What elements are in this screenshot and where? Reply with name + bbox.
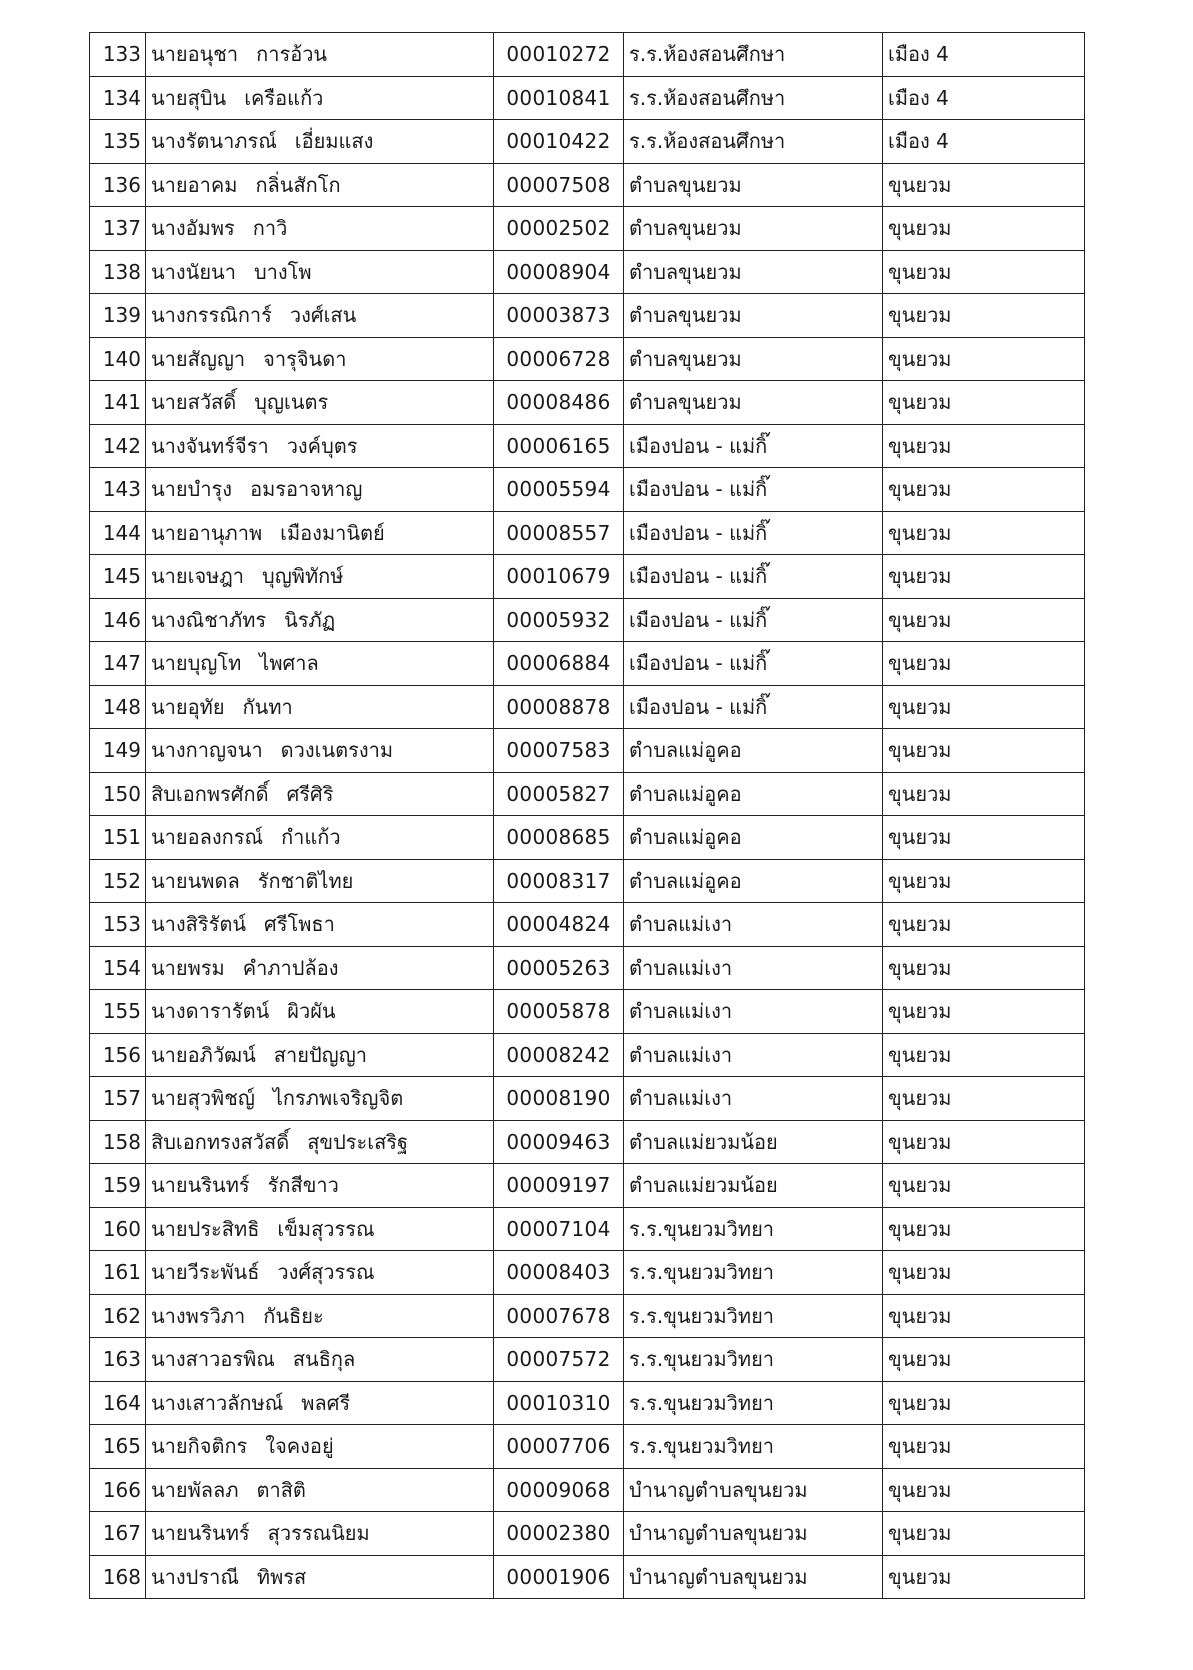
member-district: ขุนยวม (883, 381, 1085, 425)
member-id: 00007678 (494, 1294, 624, 1338)
member-name (146, 1294, 494, 1338)
row-number: 150 (90, 772, 146, 816)
member-name (146, 816, 494, 860)
member-id: 00010310 (494, 1381, 624, 1425)
member-name (146, 772, 494, 816)
member-id: 00009068 (494, 1468, 624, 1512)
member-district: ขุนยวม (883, 1294, 1085, 1338)
member-unit: เมืองปอน - แม่กิ๊ (624, 598, 883, 642)
member-unit: ตำบลขุนยวม (624, 250, 883, 294)
member-last-name: การอ้วน (256, 42, 328, 67)
member-first-name: นางรัตนาภรณ์ (151, 129, 277, 154)
member-name (146, 1512, 494, 1556)
member-district: ขุนยวม (883, 424, 1085, 468)
table-row (90, 1077, 1085, 1121)
member-unit: ร.ร.ขุนยวมวิทยา (624, 1338, 883, 1382)
row-number: 149 (90, 729, 146, 773)
member-last-name: กันทา (242, 694, 293, 719)
table-row (90, 294, 1085, 338)
row-number: 157 (90, 1077, 146, 1121)
member-id: 00004824 (494, 903, 624, 947)
member-first-name: นายสวัสดิ์ (151, 390, 237, 415)
member-district: ขุนยวม (883, 294, 1085, 338)
member-name (146, 250, 494, 294)
member-last-name: คำภาปล้อง (242, 955, 339, 980)
member-last-name: กลิ่นสักโก (255, 172, 341, 197)
member-name (146, 468, 494, 512)
member-name (146, 1381, 494, 1425)
table-row (90, 729, 1085, 773)
row-number: 163 (90, 1338, 146, 1382)
row-number: 142 (90, 424, 146, 468)
member-name (146, 903, 494, 947)
table-row (90, 1294, 1085, 1338)
row-number: 162 (90, 1294, 146, 1338)
member-last-name: สุขประเสริฐ (307, 1129, 409, 1154)
row-number: 151 (90, 816, 146, 860)
member-first-name: นายกิจติกร (151, 1434, 248, 1459)
row-number: 134 (90, 76, 146, 120)
member-district: ขุนยวม (883, 1207, 1085, 1251)
member-id: 00005827 (494, 772, 624, 816)
member-first-name: นายพัลลภ (151, 1477, 239, 1502)
member-last-name: ศรีโพธา (264, 912, 335, 937)
member-district: ขุนยวม (883, 1425, 1085, 1469)
member-last-name: ดวงเนตรงาม (280, 738, 394, 763)
member-unit: ตำบลแม่เงา (624, 990, 883, 1034)
member-id: 00008685 (494, 816, 624, 860)
member-unit: ร.ร.ขุนยวมวิทยา (624, 1425, 883, 1469)
member-last-name: กันธิยะ (263, 1303, 324, 1328)
member-first-name: นางณิชาภัทร (151, 607, 267, 632)
member-last-name: บางโพ (253, 259, 312, 284)
member-first-name: นายวีระพันธ์ (151, 1260, 260, 1285)
member-district: ขุนยวม (883, 1338, 1085, 1382)
row-number: 155 (90, 990, 146, 1034)
member-unit: ตำบลแม่เงา (624, 903, 883, 947)
member-last-name: เอี่ยมแสง (294, 129, 374, 154)
member-name (146, 1468, 494, 1512)
row-number: 168 (90, 1555, 146, 1599)
table-row (90, 1207, 1085, 1251)
row-number: 143 (90, 468, 146, 512)
member-name (146, 381, 494, 425)
member-name (146, 642, 494, 686)
member-district: ขุนยวม (883, 859, 1085, 903)
member-district: ขุนยวม (883, 1468, 1085, 1512)
member-id: 00008486 (494, 381, 624, 425)
row-number: 159 (90, 1164, 146, 1208)
table-row (90, 76, 1085, 120)
row-number: 154 (90, 946, 146, 990)
member-unit: ร.ร.ขุนยวมวิทยา (624, 1207, 883, 1251)
member-last-name: สุวรรณนิยม (267, 1521, 370, 1546)
member-district: เมือง 4 (883, 33, 1085, 77)
member-first-name: นายประสิทธิ (151, 1216, 260, 1241)
member-name (146, 555, 494, 599)
member-district: ขุนยวม (883, 207, 1085, 251)
member-name (146, 1120, 494, 1164)
table-row (90, 1381, 1085, 1425)
member-first-name: นายนรินทร์ (151, 1173, 250, 1198)
row-number: 140 (90, 337, 146, 381)
member-district: เมือง 4 (883, 120, 1085, 164)
member-last-name: สนธิกุล (292, 1347, 356, 1372)
member-unit: ร.ร.ห้องสอนศึกษา (624, 33, 883, 77)
member-name (146, 163, 494, 207)
member-id: 00005878 (494, 990, 624, 1034)
table-row (90, 33, 1085, 77)
member-unit: ตำบลแม่ยวมน้อย (624, 1120, 883, 1164)
member-unit: บำนาญตำบลขุนยวม (624, 1555, 883, 1599)
member-name (146, 1425, 494, 1469)
member-first-name: นางสาวอรพิณ (151, 1347, 275, 1372)
member-first-name: สิบเอกพรศักดิ์ (151, 781, 269, 806)
table-row (90, 555, 1085, 599)
member-id: 00008904 (494, 250, 624, 294)
member-district: ขุนยวม (883, 1120, 1085, 1164)
member-first-name: นายอภิวัฒน์ (151, 1042, 256, 1067)
table-row (90, 1164, 1085, 1208)
member-district: ขุนยวม (883, 1164, 1085, 1208)
member-id: 00006165 (494, 424, 624, 468)
member-id: 00008317 (494, 859, 624, 903)
row-number: 145 (90, 555, 146, 599)
member-name (146, 1555, 494, 1599)
member-district: ขุนยวม (883, 250, 1085, 294)
member-name (146, 946, 494, 990)
member-first-name: นางปราณี (151, 1564, 239, 1589)
member-id: 00008242 (494, 1033, 624, 1077)
member-name (146, 33, 494, 77)
member-first-name: นางจันทร์จีรา (151, 433, 269, 458)
member-unit: ตำบลแม่อูคอ (624, 859, 883, 903)
member-first-name: นางกรรณิการ์ (151, 303, 272, 328)
row-number: 165 (90, 1425, 146, 1469)
member-first-name: นางสิริรัตน์ (151, 912, 247, 937)
member-district: ขุนยวม (883, 1251, 1085, 1295)
member-unit: ตำบลขุนยวม (624, 294, 883, 338)
member-last-name: ไพศาล (259, 651, 319, 676)
member-id: 00006728 (494, 337, 624, 381)
member-name (146, 1164, 494, 1208)
member-last-name: เครือแก้ว (244, 85, 324, 110)
member-name (146, 1338, 494, 1382)
member-unit: เมืองปอน - แม่กิ๊ (624, 424, 883, 468)
row-number: 156 (90, 1033, 146, 1077)
table-row (90, 1033, 1085, 1077)
member-district: ขุนยวม (883, 1512, 1085, 1556)
member-last-name: จารุจินดา (263, 346, 347, 371)
member-unit: ตำบลแม่เงา (624, 946, 883, 990)
member-first-name: นายสัญญา (151, 346, 246, 371)
member-unit: ตำบลขุนยวม (624, 337, 883, 381)
member-unit: ตำบลขุนยวม (624, 207, 883, 251)
member-name (146, 729, 494, 773)
member-district: ขุนยวม (883, 1077, 1085, 1121)
member-unit: เมืองปอน - แม่กิ๊ (624, 685, 883, 729)
table-row (90, 1468, 1085, 1512)
member-last-name: รักชาติไทย (257, 868, 354, 893)
member-name (146, 511, 494, 555)
member-id: 00006884 (494, 642, 624, 686)
member-last-name: วงศ์เสน (289, 303, 357, 328)
member-last-name: วงค์บุตร (286, 433, 358, 458)
member-id: 00002380 (494, 1512, 624, 1556)
row-number: 160 (90, 1207, 146, 1251)
row-number: 153 (90, 903, 146, 947)
member-last-name: พลศรี (301, 1390, 351, 1415)
member-first-name: นายนพดล (151, 868, 240, 893)
member-unit: เมืองปอน - แม่กิ๊ (624, 468, 883, 512)
table-row (90, 424, 1085, 468)
member-district: ขุนยวม (883, 990, 1085, 1034)
member-first-name: นายบุญโท (151, 651, 242, 676)
table-row (90, 1120, 1085, 1164)
member-name (146, 207, 494, 251)
member-table (89, 32, 1085, 1599)
table-row (90, 598, 1085, 642)
member-table-body (90, 33, 1085, 1599)
member-id: 00008557 (494, 511, 624, 555)
member-district: ขุนยวม (883, 685, 1085, 729)
member-id: 00007508 (494, 163, 624, 207)
table-row (90, 1251, 1085, 1295)
row-number: 152 (90, 859, 146, 903)
member-id: 00008878 (494, 685, 624, 729)
member-unit: ตำบลแม่เงา (624, 1033, 883, 1077)
member-first-name: นายนรินทร์ (151, 1521, 250, 1546)
member-last-name: ผิวผัน (287, 999, 336, 1024)
member-name (146, 337, 494, 381)
member-id: 00010272 (494, 33, 624, 77)
row-number: 138 (90, 250, 146, 294)
member-name (146, 685, 494, 729)
member-last-name: ตาสิติ (256, 1477, 306, 1502)
member-first-name: นายบำรุง (151, 477, 233, 502)
member-id: 00009197 (494, 1164, 624, 1208)
member-first-name: นายเจษฎา (151, 564, 245, 589)
member-district: ขุนยวม (883, 468, 1085, 512)
member-first-name: นางพรวิภา (151, 1303, 246, 1328)
member-unit: ตำบลแม่เงา (624, 1077, 883, 1121)
member-district: ขุนยวม (883, 1555, 1085, 1599)
member-id: 00010679 (494, 555, 624, 599)
table-row (90, 990, 1085, 1034)
member-district: ขุนยวม (883, 1033, 1085, 1077)
member-district: ขุนยวม (883, 598, 1085, 642)
member-id: 00002502 (494, 207, 624, 251)
member-last-name: บุญพิทักษ์ (262, 564, 344, 589)
member-unit: เมืองปอน - แม่กิ๊ (624, 642, 883, 686)
table-row (90, 685, 1085, 729)
member-district: ขุนยวม (883, 642, 1085, 686)
row-number: 164 (90, 1381, 146, 1425)
table-row (90, 946, 1085, 990)
member-district: ขุนยวม (883, 511, 1085, 555)
member-id: 00003873 (494, 294, 624, 338)
row-number: 133 (90, 33, 146, 77)
member-unit: ตำบลแม่อูคอ (624, 772, 883, 816)
member-unit: เมืองปอน - แม่กิ๊ (624, 555, 883, 599)
row-number: 147 (90, 642, 146, 686)
member-district: ขุนยวม (883, 729, 1085, 773)
member-unit: ตำบลขุนยวม (624, 163, 883, 207)
member-last-name: วงศ์สุวรรณ (277, 1260, 375, 1285)
member-district: ขุนยวม (883, 163, 1085, 207)
member-id: 00010841 (494, 76, 624, 120)
member-unit: เมืองปอน - แม่กิ๊ (624, 511, 883, 555)
table-row (90, 120, 1085, 164)
table-row (90, 1555, 1085, 1599)
table-row (90, 903, 1085, 947)
row-number: 148 (90, 685, 146, 729)
row-number: 139 (90, 294, 146, 338)
table-row (90, 511, 1085, 555)
table-row (90, 859, 1085, 903)
member-last-name: เมืองมานิตย์ (280, 520, 385, 545)
member-district: ขุนยวม (883, 816, 1085, 860)
table-row (90, 772, 1085, 816)
member-id: 00007572 (494, 1338, 624, 1382)
member-last-name: ไกรภพเจริญจิต (272, 1086, 404, 1111)
table-row (90, 468, 1085, 512)
member-unit: ร.ร.ขุนยวมวิทยา (624, 1294, 883, 1338)
table-row (90, 816, 1085, 860)
member-district: ขุนยวม (883, 337, 1085, 381)
member-name (146, 424, 494, 468)
table-row (90, 1338, 1085, 1382)
member-first-name: นางอัมพร (151, 216, 235, 241)
member-first-name: นายพรม (151, 955, 225, 980)
member-name (146, 990, 494, 1034)
row-number: 141 (90, 381, 146, 425)
table-row (90, 163, 1085, 207)
member-unit: ตำบลแม่อูคอ (624, 729, 883, 773)
member-first-name: สิบเอกทรงสวัสดิ์ (151, 1129, 290, 1154)
row-number: 167 (90, 1512, 146, 1556)
member-id: 00008190 (494, 1077, 624, 1121)
member-unit: ร.ร.ห้องสอนศึกษา (624, 120, 883, 164)
member-district: ขุนยวม (883, 903, 1085, 947)
member-last-name: นิรภัฏ (284, 607, 336, 632)
member-district: ขุนยวม (883, 555, 1085, 599)
member-unit: ร.ร.ขุนยวมวิทยา (624, 1251, 883, 1295)
member-id: 00009463 (494, 1120, 624, 1164)
table-row (90, 337, 1085, 381)
member-last-name: ศรีศิริ (286, 781, 334, 806)
member-id: 00008403 (494, 1251, 624, 1295)
member-unit: บำนาญตำบลขุนยวม (624, 1468, 883, 1512)
row-number: 166 (90, 1468, 146, 1512)
member-last-name: กาวิ (252, 216, 288, 241)
member-first-name: นายสุบิน (151, 85, 227, 110)
member-last-name: อมรอาจหาญ (250, 477, 363, 502)
member-last-name: เข็มสุวรรณ (277, 1216, 375, 1241)
member-first-name: นายอานุภาพ (151, 520, 263, 545)
member-first-name: นางดารารัตน์ (151, 999, 270, 1024)
member-name (146, 1251, 494, 1295)
member-last-name: กำแก้ว (281, 825, 341, 850)
member-district: ขุนยวม (883, 1381, 1085, 1425)
member-first-name: นายอาคม (151, 172, 238, 197)
row-number: 136 (90, 163, 146, 207)
table-row (90, 250, 1085, 294)
row-number: 137 (90, 207, 146, 251)
member-unit: ร.ร.ขุนยวมวิทยา (624, 1381, 883, 1425)
member-id: 00010422 (494, 120, 624, 164)
member-unit: ร.ร.ห้องสอนศึกษา (624, 76, 883, 120)
member-name (146, 294, 494, 338)
member-id: 00007583 (494, 729, 624, 773)
member-unit: ตำบลแม่ยวมน้อย (624, 1164, 883, 1208)
member-name (146, 1207, 494, 1251)
member-last-name: ใจคงอยู่ (265, 1434, 334, 1459)
member-name (146, 859, 494, 903)
member-first-name: นางกาญจนา (151, 738, 263, 763)
member-name (146, 76, 494, 120)
member-id: 00005594 (494, 468, 624, 512)
member-last-name: สายปัญญา (273, 1042, 367, 1067)
member-id: 00007104 (494, 1207, 624, 1251)
member-name (146, 598, 494, 642)
member-name (146, 1077, 494, 1121)
member-first-name: นางเสาวลักษณ์ (151, 1390, 284, 1415)
row-number: 135 (90, 120, 146, 164)
row-number: 158 (90, 1120, 146, 1164)
member-id: 00001906 (494, 1555, 624, 1599)
member-unit: ตำบลขุนยวม (624, 381, 883, 425)
member-last-name: ทิพรส (256, 1564, 307, 1589)
member-id: 00005263 (494, 946, 624, 990)
member-first-name: นายสุวพิชญ์ (151, 1086, 255, 1111)
member-first-name: นายอลงกรณ์ (151, 825, 264, 850)
member-district: ขุนยวม (883, 946, 1085, 990)
row-number: 144 (90, 511, 146, 555)
member-first-name: นางนัยนา (151, 259, 236, 284)
table-row (90, 207, 1085, 251)
member-first-name: นายอนุชา (151, 42, 239, 67)
table-row (90, 1512, 1085, 1556)
member-last-name: รักสีขาว (267, 1173, 339, 1198)
member-district: เมือง 4 (883, 76, 1085, 120)
table-row (90, 381, 1085, 425)
member-unit: ตำบลแม่อูคอ (624, 816, 883, 860)
member-id: 00005932 (494, 598, 624, 642)
member-name (146, 1033, 494, 1077)
member-unit: บำนาญตำบลขุนยวม (624, 1512, 883, 1556)
row-number: 161 (90, 1251, 146, 1295)
member-district: ขุนยวม (883, 772, 1085, 816)
row-number: 146 (90, 598, 146, 642)
table-row (90, 1425, 1085, 1469)
member-last-name: บุญเนตร (254, 390, 329, 415)
member-name (146, 120, 494, 164)
member-first-name: นายอุทัย (151, 694, 225, 719)
table-row (90, 642, 1085, 686)
member-id: 00007706 (494, 1425, 624, 1469)
